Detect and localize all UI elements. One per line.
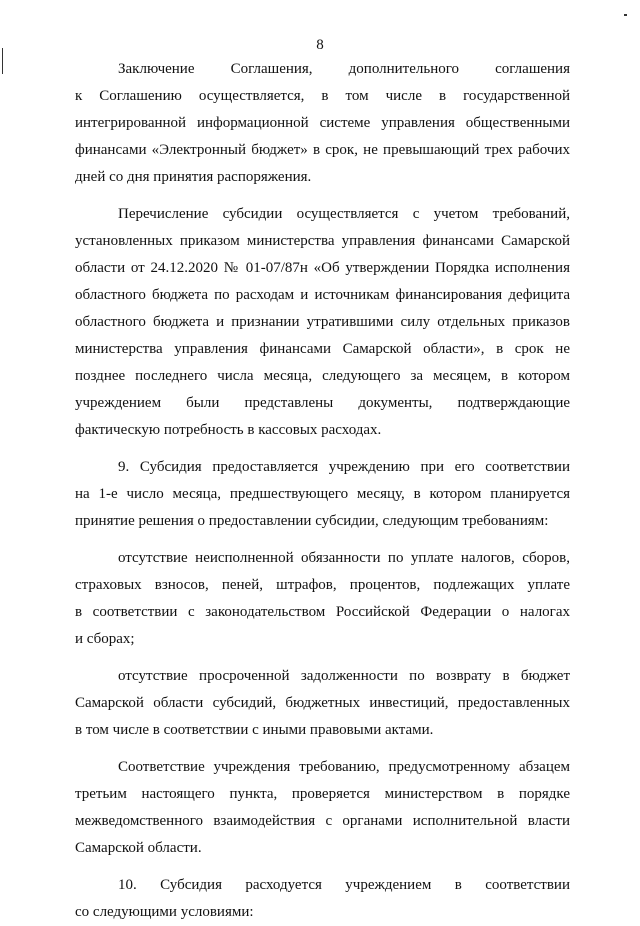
text-line: 9. Субсидия предоставляется учреждению при его соответствии bbox=[118, 459, 570, 475]
paragraph-no-tax-arrears bbox=[75, 545, 570, 653]
text-line: финансами «Электронный бюджет» в срок, не превышающий трех рабочих bbox=[75, 142, 570, 158]
text-line: Соответствие учреждения требованию, предусмотренному абзацем bbox=[118, 759, 570, 775]
document-body bbox=[75, 56, 570, 926]
text-line: области от 24.12.2020 № 01-07/87н «Об утверждении Порядка исполнения bbox=[75, 260, 570, 276]
text-line: к Соглашению осуществляется, в том числе в государственной bbox=[75, 88, 570, 104]
text-line: фактическую потребность в кассовых расходах. bbox=[75, 422, 382, 438]
text-line: межведомственного взаимодействия с органами исполнительной власти bbox=[75, 813, 570, 829]
text-line: страховых взносов, пеней, штрафов, процентов, подлежащих уплате bbox=[75, 577, 570, 593]
text-line: третьим настоящего пункта, проверяется министерством в порядке bbox=[75, 786, 570, 802]
text-line: и сборах; bbox=[75, 631, 135, 647]
paragraph-subsidy-transfer bbox=[75, 201, 570, 444]
paragraph-item-9 bbox=[75, 454, 570, 535]
page-number: 8 bbox=[316, 37, 324, 53]
text-line: областного бюджета и признании утратившими силу отдельных приказов bbox=[75, 314, 570, 330]
text-line: на 1-е число месяца, предшествующего месяцу, в котором планируется bbox=[75, 486, 570, 502]
text-line: Перечисление субсидии осуществляется с учетом требований, bbox=[118, 206, 570, 222]
text-line: Самарской области субсидий, бюджетных инвестиций, предоставленных bbox=[75, 695, 570, 711]
text-line: позднее последнего числа месяца, следующего за месяцем, в котором bbox=[75, 368, 570, 384]
text-line: областного бюджета по расходам и источникам финансирования дефицита bbox=[75, 287, 570, 303]
text-line: Заключение Соглашения, дополнительного соглашения bbox=[118, 61, 570, 77]
text-line: интегрированной информационной системе управления общественными bbox=[75, 115, 570, 131]
text-line: министерства управления финансами Самарской области», в срок не bbox=[75, 341, 570, 357]
text-line: принятие решения о предоставлении субсидии, следующим требованиям: bbox=[75, 513, 549, 529]
text-line: в соответствии с законодательством Российской Федерации о налогах bbox=[75, 604, 570, 620]
text-line: установленных приказом министерства управления финансами Самарской bbox=[75, 233, 570, 249]
text-line: в том числе в соответствии с иными правовыми актами. bbox=[75, 722, 434, 738]
text-line: отсутствие просроченной задолженности по возврату в бюджет bbox=[118, 668, 570, 684]
text-line: Самарской области. bbox=[75, 840, 202, 856]
text-line: 10. Субсидия расходуется учреждением в соответствии bbox=[118, 877, 570, 893]
paragraph-no-overdue-debt bbox=[75, 663, 570, 744]
paragraph-compliance-check bbox=[75, 754, 570, 862]
text-line: отсутствие неисполненной обязанности по уплате налогов, сборов, bbox=[118, 550, 570, 566]
scan-speck bbox=[624, 14, 627, 16]
text-line: учреждением были представлены документы, подтверждающие bbox=[75, 395, 570, 411]
paragraph-agreement-conclusion bbox=[75, 56, 570, 191]
text-line: дней со дня принятия распоряжения. bbox=[75, 169, 312, 185]
text-line: со следующими условиями: bbox=[75, 904, 254, 920]
paragraph-item-10 bbox=[75, 872, 570, 926]
